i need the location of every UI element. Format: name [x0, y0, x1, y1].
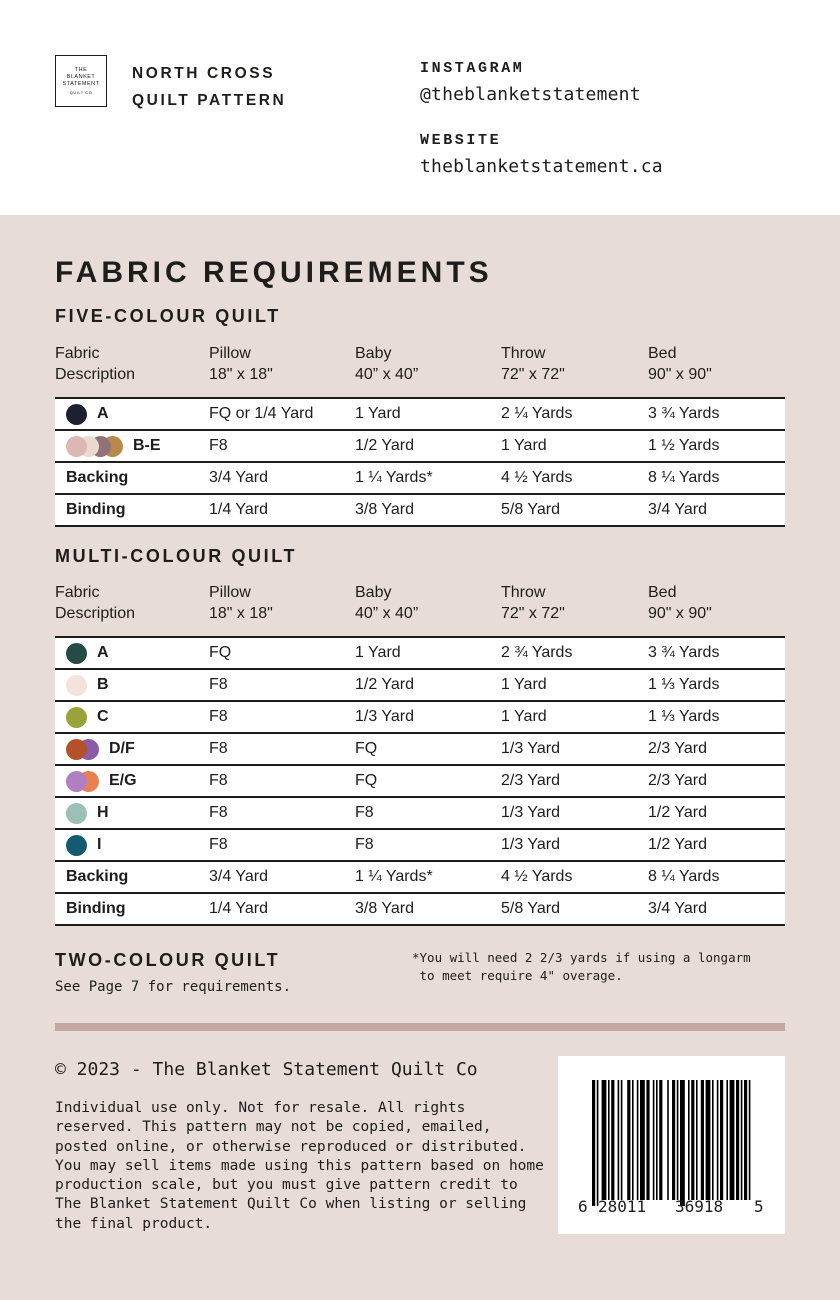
yardage-cell: 4 ½ Yards [501, 462, 648, 494]
fabric-cell [55, 675, 209, 696]
barcode-bar [608, 1080, 610, 1200]
fabric-label: Binding [66, 501, 126, 518]
barcode-bar [696, 1080, 698, 1200]
yardage-cell: 1 ¼ Yards* [355, 462, 501, 494]
fabric-label: C [97, 708, 109, 725]
divider [55, 1023, 785, 1031]
website-label: WEBSITE [420, 132, 502, 149]
yardage-cell: 8 ¼ Yards [648, 462, 785, 494]
yardage-cell: FQ [355, 733, 501, 765]
swatch-dot-icon [66, 803, 87, 824]
yardage-cell: 2/3 Yard [648, 765, 785, 797]
col-head-bed: Bed 90" x 90" [648, 584, 712, 622]
barcode-bar [632, 1080, 634, 1200]
barcode-bar [672, 1080, 675, 1200]
barcode-bar [720, 1080, 723, 1200]
yardage-cell: 1/2 Yard [648, 829, 785, 861]
fabric-label: D/F [109, 740, 135, 757]
fabric-cell [55, 436, 209, 457]
col-head-pillow: Pillow 18" x 18" [209, 584, 273, 622]
yardage-cell: 1 Yard [355, 637, 501, 669]
fabric-swatches [66, 771, 99, 792]
fabric-swatches [66, 803, 87, 824]
table-row [55, 637, 785, 669]
barcode-bar [621, 1080, 623, 1200]
fabric-label: E/G [109, 772, 137, 789]
yardage-cell: 5/8 Yard [501, 494, 648, 526]
copyright: © 2023 - The Blanket Statement Quilt Co [55, 1059, 478, 1080]
yardage-cell: 1/2 Yard [648, 797, 785, 829]
yardage-cell: F8 [209, 765, 355, 797]
barcode-bar [656, 1080, 658, 1200]
two-colour-note: See Page 7 for requirements. [55, 979, 292, 995]
yardage-cell: 1 Yard [355, 398, 501, 430]
table-row [55, 494, 785, 526]
yardage-cell: F8 [209, 430, 355, 462]
instagram-handle[interactable]: @theblanketstatement [420, 84, 641, 105]
yardage-cell: 1 Yard [501, 430, 648, 462]
page-title: FABRIC REQUIREMENTS [55, 256, 493, 289]
fabric-label: H [97, 804, 109, 821]
yardage-cell: 3/4 Yard [209, 861, 355, 893]
yardage-cell: F8 [209, 797, 355, 829]
barcode-bar [730, 1080, 735, 1200]
barcode-bar [726, 1080, 728, 1200]
swatch-dot-icon [66, 404, 87, 425]
five-colour-title: FIVE-COLOUR QUILT [55, 306, 281, 326]
yardage-cell: 3/8 Yard [355, 893, 501, 925]
multi-colour-table [55, 636, 785, 926]
yardage-cell: 1/4 Yard [209, 494, 355, 526]
fabric-cell [55, 803, 209, 824]
yardage-cell: 1/3 Yard [501, 797, 648, 829]
yardage-cell: 1 ⅓ Yards [648, 701, 785, 733]
yardage-cell: 1/2 Yard [355, 669, 501, 701]
barcode-bar [741, 1080, 743, 1200]
fabric-label: I [97, 836, 102, 853]
barcode-bar [691, 1080, 694, 1200]
fabric-label: B [97, 676, 109, 693]
barcode-bar [627, 1080, 630, 1200]
col-head-baby: Baby 40” x 40” [355, 584, 419, 622]
yardage-cell: F8 [209, 669, 355, 701]
col-head-fabric: Fabric Description [55, 345, 136, 383]
fabric-swatches [66, 739, 99, 760]
yardage-cell: F8 [355, 797, 501, 829]
fabric-swatches [66, 436, 123, 457]
brand-logo: THE BLANKET STATEMENT QUILT CO [55, 55, 107, 107]
yardage-cell: F8 [209, 829, 355, 861]
fabric-label: Backing [66, 469, 129, 486]
col-head-throw: Throw 72" x 72" [501, 584, 565, 622]
fabric-label: Binding [66, 900, 126, 917]
fabric-label: A [97, 405, 109, 422]
table-row [55, 398, 785, 430]
yardage-cell: 2/3 Yard [648, 733, 785, 765]
yardage-cell: 1 ½ Yards [648, 430, 785, 462]
table-row [55, 733, 785, 765]
barcode-bar [677, 1080, 679, 1200]
barcode-bar [597, 1080, 599, 1206]
backing-footnote: *You will need 2 2/3 yards if using a longarm to meet require 4" overage. [412, 950, 751, 983]
barcode-bar [744, 1080, 747, 1200]
swatch-dot-icon [66, 707, 87, 728]
fabric-cell [55, 739, 209, 760]
barcode-bar [659, 1080, 662, 1200]
barcode-bar [602, 1080, 607, 1200]
barcode-bar [618, 1080, 620, 1200]
yardage-cell: 4 ½ Yards [501, 861, 648, 893]
website-link[interactable]: theblanketstatement.ca [420, 156, 663, 177]
yardage-cell: 3/4 Yard [209, 462, 355, 494]
table-row [55, 462, 785, 494]
yardage-cell: 1 Yard [501, 669, 648, 701]
swatch-dot-icon [66, 675, 87, 696]
yardage-cell: 3/4 Yard [648, 893, 785, 925]
table-row [55, 797, 785, 829]
barcode-bar [611, 1080, 614, 1200]
yardage-cell: 1 ¼ Yards* [355, 861, 501, 893]
col-head-baby: Baby 40” x 40” [355, 345, 419, 383]
two-colour-title: TWO-COLOUR QUILT [55, 950, 281, 970]
yardage-cell: 1/3 Yard [355, 701, 501, 733]
header [0, 0, 840, 215]
legal-notice: Individual use only. Not for resale. All rights reserved. This pattern may not be copied, emailed, posted online, or otherwise reproduced or distributed. You may sell items made using this pattern based on home production scale, but you must give pattern credit to The Blanket Statement Quilt Co when listing or selling the final product. [55, 1100, 544, 1232]
fabric-swatches [66, 675, 87, 696]
col-head-pillow: Pillow 18" x 18" [209, 345, 273, 383]
barcode-bar [653, 1080, 655, 1200]
yardage-cell: 3 ¾ Yards [648, 398, 785, 430]
yardage-cell: FQ or 1/4 Yard [209, 398, 355, 430]
yardage-cell: 1/3 Yard [501, 829, 648, 861]
yardage-cell: FQ [209, 637, 355, 669]
yardage-cell: F8 [355, 829, 501, 861]
swatch-dot-icon [66, 643, 87, 664]
fabric-cell [55, 835, 209, 856]
barcode-bar [749, 1080, 751, 1200]
yardage-cell: FQ [355, 765, 501, 797]
yardage-cell: 8 ¼ Yards [648, 861, 785, 893]
yardage-cell: 1/3 Yard [501, 733, 648, 765]
five-colour-table [55, 397, 785, 527]
barcode-bars [558, 1056, 785, 1234]
yardage-cell: 3 ¾ Yards [648, 637, 785, 669]
yardage-cell: F8 [209, 733, 355, 765]
barcode-bar [646, 1080, 649, 1200]
table-row [55, 701, 785, 733]
yardage-cell: 5/8 Yard [501, 893, 648, 925]
table-row [55, 861, 785, 893]
barcode-digit: 6 [578, 1197, 588, 1216]
barcode-bar [717, 1080, 719, 1200]
barcode-bar [736, 1080, 739, 1200]
multi-colour-title: MULTI-COLOUR QUILT [55, 546, 298, 566]
fabric-cell [55, 404, 209, 425]
swatch-dot-icon [66, 835, 87, 856]
barcode-bar [667, 1080, 669, 1200]
swatch-dot-icon [66, 771, 87, 792]
swatch-dot-icon [66, 739, 87, 760]
fabric-cell [55, 469, 209, 487]
fabric-swatches [66, 404, 87, 425]
yardage-cell: 3/8 Yard [355, 494, 501, 526]
col-head-bed: Bed 90" x 90" [648, 345, 712, 383]
yardage-cell: 3/4 Yard [648, 494, 785, 526]
fabric-swatches [66, 707, 87, 728]
col-head-fabric: Fabric Description [55, 584, 136, 622]
table-row [55, 430, 785, 462]
barcode-bar [680, 1080, 685, 1206]
fabric-cell [55, 643, 209, 664]
fabric-label: A [97, 644, 109, 661]
barcode-group-1: 28011 [598, 1197, 647, 1216]
fabric-swatches [66, 835, 87, 856]
barcode-bar [640, 1080, 645, 1200]
yardage-cell: 2/3 Yard [501, 765, 648, 797]
table-row [55, 829, 785, 861]
barcode-bar [712, 1080, 714, 1200]
barcode-bar [592, 1080, 595, 1206]
barcode-bar [701, 1080, 704, 1200]
instagram-label: INSTAGRAM [420, 60, 525, 77]
table-row [55, 669, 785, 701]
yardage-cell: 1/4 Yard [209, 893, 355, 925]
barcode-check-digit: 5 [754, 1197, 764, 1216]
fabric-label: Backing [66, 868, 129, 885]
barcode-group-2: 36918 [675, 1197, 724, 1216]
yardage-cell: 1/2 Yard [355, 430, 501, 462]
yardage-cell: 2 ¾ Yards [501, 637, 648, 669]
pattern-name: NORTH CROSS QUILT PATTERN [132, 65, 287, 109]
yardage-cell: 1 Yard [501, 701, 648, 733]
barcode-bar [706, 1080, 711, 1200]
swatch-dot-icon [66, 436, 87, 457]
table-row [55, 765, 785, 797]
col-head-throw: Throw 72" x 72" [501, 345, 565, 383]
table-row [55, 893, 785, 925]
yardage-cell: 1 ⅓ Yards [648, 669, 785, 701]
fabric-cell [55, 501, 209, 519]
fabric-cell [55, 707, 209, 728]
fabric-label: B-E [133, 437, 161, 454]
yardage-cell: 2 ¼ Yards [501, 398, 648, 430]
fabric-cell [55, 771, 209, 792]
barcode-bar [637, 1080, 639, 1200]
fabric-cell [55, 868, 209, 886]
fabric-cell [55, 900, 209, 918]
barcode-bar [688, 1080, 690, 1200]
fabric-swatches [66, 643, 87, 664]
barcode [558, 1056, 785, 1234]
yardage-cell: F8 [209, 701, 355, 733]
